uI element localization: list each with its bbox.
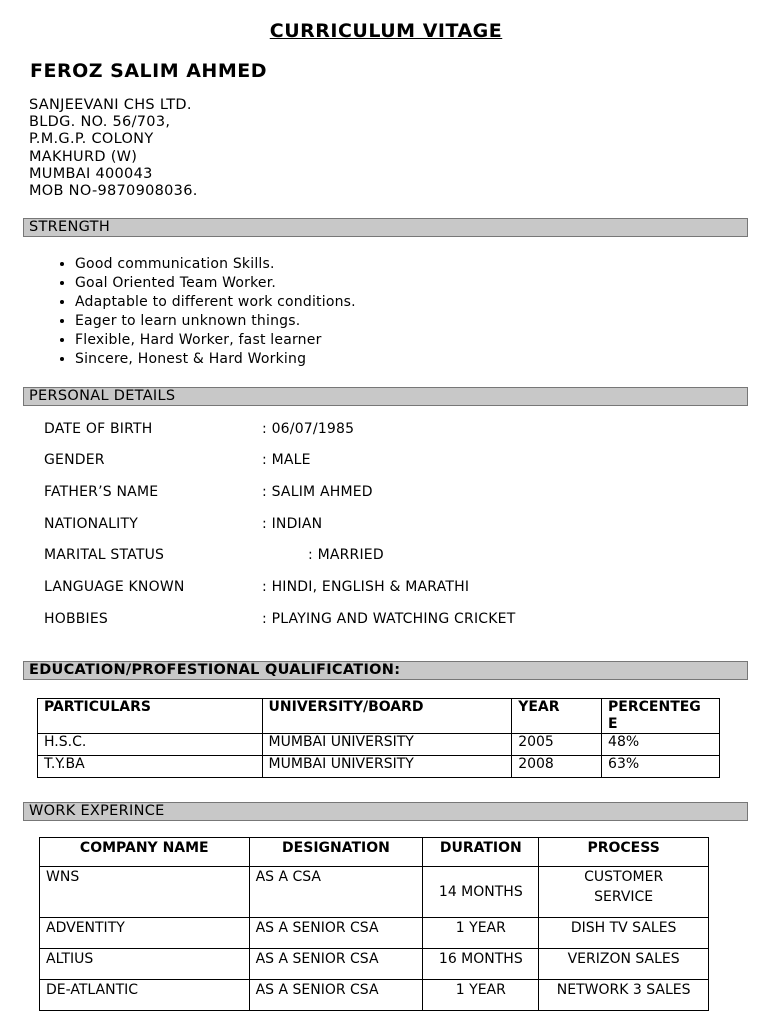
address-line: SANJEEVANI CHS LTD. — [29, 97, 192, 113]
education-table — [37, 698, 720, 778]
document-title: CURRICULUM VITAGE — [269, 20, 503, 42]
table-row — [40, 980, 709, 1011]
table-cell: ADVENTITY — [40, 918, 250, 949]
table-cell: VERIZON SALES — [539, 949, 709, 980]
list-item: • Eager to learn unknown things. — [75, 312, 356, 331]
detail-value: : PLAYING AND WATCHING CRICKET — [262, 611, 516, 627]
detail-label: HOBBIES — [44, 611, 109, 627]
table-row — [40, 949, 709, 980]
education-heading: EDUCATION/PROFESTIONAL QUALIFICATION: — [23, 661, 748, 680]
candidate-name: FEROZ SALIM AHMED — [30, 60, 267, 82]
detail-value: : MARRIED — [308, 547, 384, 563]
column-header: DURATION — [423, 838, 539, 867]
detail-label: MARITAL STATUS — [44, 547, 165, 563]
table-cell: 63% — [602, 756, 720, 778]
detail-value: : SALIM AHMED — [262, 484, 373, 500]
table-cell: MUMBAI UNIVERSITY — [262, 734, 512, 756]
table-cell: ALTIUS — [40, 949, 250, 980]
column-header: PARTICULARS — [38, 699, 263, 734]
table-cell: T.Y.BA — [38, 756, 263, 778]
detail-value: : MALE — [262, 452, 311, 468]
detail-value: : INDIAN — [262, 516, 323, 532]
column-header: PROCESS — [539, 838, 709, 867]
table-cell: H.S.C. — [38, 734, 263, 756]
column-header: PERCENTEG E — [602, 699, 720, 734]
strength-heading: STRENGTH — [23, 218, 748, 237]
list-item: • Goal Oriented Team Worker. — [75, 274, 356, 293]
table-cell: DE-ATLANTIC — [40, 980, 250, 1011]
column-header: YEAR — [512, 699, 602, 734]
table-cell: 48% — [602, 734, 720, 756]
table-cell: 2005 — [512, 734, 602, 756]
table-cell: NETWORK 3 SALES — [539, 980, 709, 1011]
detail-label: LANGUAGE KNOWN — [44, 579, 185, 595]
detail-value: : 06/07/1985 — [262, 421, 355, 437]
detail-value: : HINDI, ENGLISH & MARATHI — [262, 579, 470, 595]
list-item: • Flexible, Hard Worker, fast learner — [75, 331, 356, 350]
table-cell: 14 MONTHS — [423, 867, 539, 918]
work-experience-heading: WORK EXPERINCE — [23, 802, 748, 821]
detail-label: DATE OF BIRTH — [44, 421, 153, 437]
detail-label: FATHER’S NAME — [44, 484, 159, 500]
table-row — [40, 867, 709, 918]
list-item: • Adaptable to different work conditions. — [75, 293, 356, 312]
detail-label: GENDER — [44, 452, 105, 468]
table-cell: AS A SENIOR CSA — [249, 980, 423, 1011]
detail-label: NATIONALITY — [44, 516, 138, 532]
table-cell: AS A SENIOR CSA — [249, 918, 423, 949]
list-item: • Good communication Skills. — [75, 255, 356, 274]
table-row — [38, 734, 720, 756]
table-row — [40, 918, 709, 949]
column-header: DESIGNATION — [249, 838, 423, 867]
table-cell: MUMBAI UNIVERSITY — [262, 756, 512, 778]
address-block — [29, 97, 198, 200]
address-line: MUMBAI 400043 — [29, 165, 153, 182]
table-cell: WNS — [40, 867, 250, 918]
column-header: COMPANY NAME — [40, 838, 250, 867]
address-line: BLDG. NO. 56/703, — [29, 114, 171, 131]
work-experience-table — [39, 837, 709, 1011]
address-line: P.M.G.P. COLONY — [29, 131, 154, 148]
address-line: MAKHURD (W) — [29, 148, 138, 165]
personal-details-heading: PERSONAL DETAILS — [23, 387, 748, 406]
table-cell: 16 MONTHS — [423, 949, 539, 980]
table-cell: 1 YEAR — [423, 918, 539, 949]
table-cell: CUSTOMER SERVICE — [539, 867, 709, 918]
table-header-row — [40, 838, 709, 867]
table-cell: 1 YEAR — [423, 980, 539, 1011]
list-item: • Sincere, Honest & Hard Working — [75, 350, 356, 369]
table-row — [38, 756, 720, 778]
table-cell: AS A SENIOR CSA — [249, 949, 423, 980]
mobile-number: MOB NO-9870908036. — [29, 183, 198, 200]
column-header: UNIVERSITY/BOARD — [262, 699, 512, 734]
table-cell: 2008 — [512, 756, 602, 778]
table-header-row — [38, 699, 720, 734]
table-cell: DISH TV SALES — [539, 918, 709, 949]
strength-list — [45, 255, 356, 369]
table-cell: AS A CSA — [249, 867, 423, 918]
